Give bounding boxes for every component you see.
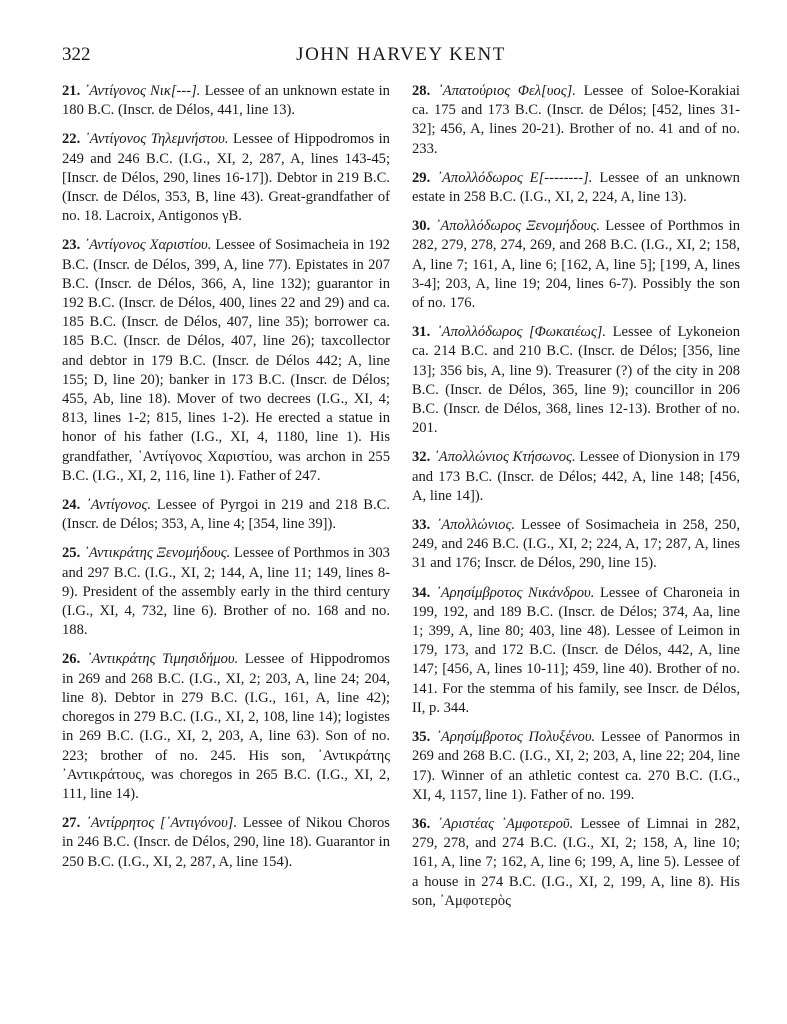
entry-28: 28. ᾿Απατούριος Φελ[υος]. Lessee of Soloe-Korakiai ca. 175 and 173 B.C. (Inscr. de Délos; [452, lines 31-32]; 456, A, lines 20-21). Brother of no. 41 and of no. 233. — [412, 83, 740, 157]
entry-25: 25. ᾿Αντικράτης Ξενομήδους. Lessee of Porthmos in 303 and 297 B.C. (I.G., XI, 2; 144, A, line 11; 149, lines 8-9). President of the assembly early in the third century (I.G., XI, 4, 732, line 6). Brother of no. 168 and no. 188. — [62, 545, 390, 639]
entry-35: 35. ᾿Αρησίμβροτος Πολυξένου. Lessee of Panormos in 269 and 268 B.C. (I.G., XI, 2; 203, A, line 22; 204, line 17). Winner of an athletic contest ca. 270 B.C. (I.G., XI, 4, 1157, line 1). Father of no. 199. — [412, 729, 741, 803]
entry-30: 30. ᾿Απολλόδωρος Ξενομήδους. Lessee of Porthmos in 282, 279, 278, 274, 269, and 268 B.C. (I.G., XI, 2; 158, A, line 7; 161, A, line 6; [162, A, line 5]; [199, A, lines 3-4]; 203, A, line 19; 204, lines 6-7). Possibly the son of no. 176. — [412, 218, 740, 312]
entry-26: 26. ᾿Αντικράτης Τιμησιδήμου. Lessee of Hippodromos in 269 and 268 B.C. (I.G., XI, 2; 203, A, line 24; 204, line 8). Debtor in 279 B.C. (I.G., 161, A, line 42); choregos in 279 B.C. (I.G., XI, 2, 108, line 14); logistes in 269 B.C. (I.G., XI, 2, 203, A, line 63). Son of no. 223; brother of no. 245. His son, ᾿Αντικράτης ᾿Αντικράτους, was choregos in 265 B.C. (I.G., XI, 2, 111, line 14). — [62, 651, 390, 802]
entry-33: 33. ᾿Απολλώνιος. Lessee of Sosimacheia in 258, 250, 249, and 246 B.C. (I.G., XI, 2; 224, A, 17; 287, A, lines 31 and 176; Inscr. de Délos, 290, line 15). — [412, 517, 740, 572]
right-column — [412, 82, 740, 921]
entry-24: 24. ᾿Αντίγονος. Lessee of Pyrgoi in 219 and 218 B.C. (Inscr. de Délos; 353, A, line 4; [354, line 39]). — [62, 497, 390, 533]
entry-21: 21. ᾿Αντίγονος Νικ[---]. Lessee of an unknown estate in 180 B.C. (Inscr. de Délos, 441, line 13). — [62, 83, 390, 119]
entry-23: 23. ᾿Αντίγονος Χαριστίου. Lessee of Sosimacheia in 192 B.C. (Inscr. de Délos, 399, A, line 77). Epistates in 207 B.C. (Inscr. de Délos, 366, A, line 132); guarantor in 192 B.C. (Inscr. de Délos, 400, lines 22 and 29) and ca. 185 B.C. (Inscr. de Délos, 407, line 35); borrower ca. 185 B.C. (Inscr. de Délos, 407, line 26); taxcollector and debtor in 179 B.C. (Inscr. de Délos 442; A, line 155; D, line 20); banker in 173 B.C. (Inscr. de Délos; 455, Ab, line 18). Mover of two decrees (I.G., XI, 4; 813, lines 1-2; 815, lines 1-2). He erected a statue in honor of his father (I.G., XI, 4, 1180, line 1). His grandfather, ᾿Αντίγονος Χαριστίου, was archon in 255 B.C. (I.G., XI, 2, 116, line 1). Father of 247. — [62, 237, 390, 484]
running-title: JOHN HARVEY KENT — [296, 44, 506, 65]
page-number: 322 — [62, 44, 91, 65]
page-header — [62, 44, 740, 74]
entry-32: 32. ᾿Απολλώνιος Κτήσωνος. Lessee of Dionysion in 179 and 173 B.C. (Inscr. de Délos; 442, A, line 148; [456, A, line 14]). — [412, 449, 740, 504]
entry-34: 34. ᾿Αρησίμβροτος Νικάνδρου. Lessee of Charoneia in 199, 192, and 189 B.C. (Inscr. de Délos; 374, Aa, line 1; 399, A, line 80; 403, line 48). Lessee of Leimon in 179, 173, and 172 B.C. (Inscr. de Délos, 442, A, line 147; [456, A, lines 10-11]; 459, line 40). Brother of no. 141. For the stemma of his family, see Inscr. de Délos, II, p. 344. — [412, 584, 740, 716]
entry-22: 22. ᾿Αντίγονος Τηλεμνήστου. Lessee of Hippodromos in 249 and 246 B.C. (I.G., XI, 2, 287, A, lines 143-45; [Inscr. de Délos, 290, lines 16-17]). Debtor in 219 B.C. (Inscr. de Délos, 353, B, line 43). Great-grandfather of no. 18. Lacroix, Antigonos γB. — [62, 131, 390, 225]
entry-27: 27. ᾿Αντίρρητος [᾿Αντιγόνου]. Lessee of Nikou Choros in 246 B.C. (Inscr. de Délos, 290, line 18). Guarantor in 250 B.C. (I.G., XI, 2, 287, A, line 154). — [62, 815, 390, 870]
entry-31: 31. ᾿Απολλόδωρος [Φωκαιέως]. Lessee of Lykoneion ca. 214 B.C. and 210 B.C. (Inscr. de Délos; [356, line 13]; 356 bis, A, line 9). Treasurer (?) of the city in 208 B.C. (Inscr. de Délos, 365, line 9); councillor in 206 B.C. (Inscr. de Délos, 368, lines 12-13). Brother of no. 201. — [412, 324, 740, 437]
left-column — [62, 82, 390, 882]
entry-36: 36. ᾿Αριστέας ᾿Αμφοτεροῦ. Lessee of Limnai in 282, 279, 278, and 274 B.C. (I.G., XI, 2; 158, A, line 10; 161, A, line 7; 162, A, line 6; 199, A, line 5). Lessee of a house in 274 B.C. (I.G., XI, 2, 199, A, line 8). His son, ᾿Αμφοτερὸς — [412, 815, 740, 909]
entry-29: 29. ᾿Απολλόδωρος Ε[--------]. Lessee of an unknown estate in 258 B.C. (I.G., XI, 2, 224, A, line 13). — [412, 169, 740, 206]
